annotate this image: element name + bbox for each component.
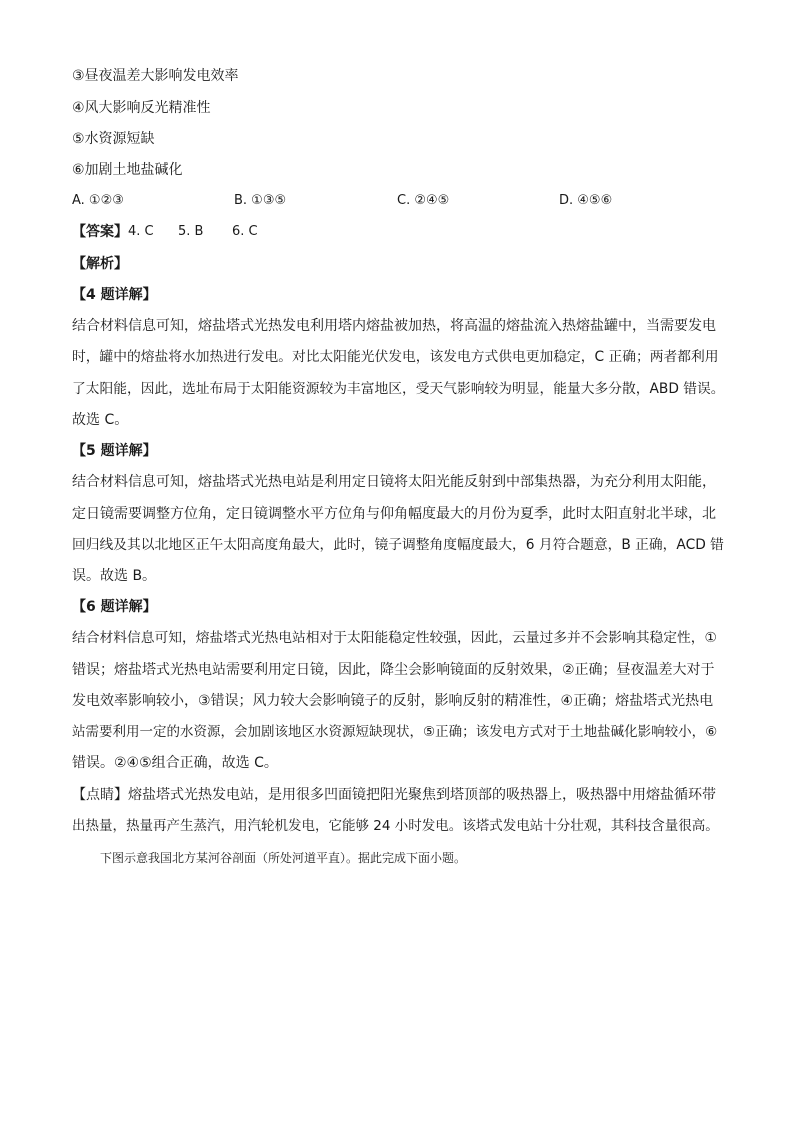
answer-label: 【答案】 [72, 224, 128, 240]
q5-line: 定日镜需要调整方位角，定日镜调整水平方位角与仰角幅度最大的月份为夏季，此时太阳直射北半球，北 [72, 506, 716, 522]
answer-6: 6. C [232, 224, 258, 239]
highlight-line-1: 【点睛】熔盐塔式光热发电站，是用很多凹面镜把阳光聚焦到塔顶部的吸热器上，吸热器中用熔盐循环带 [72, 787, 716, 803]
answer-5: 5. B [178, 224, 204, 239]
highlight-line-2: 出热量，热量再产生蒸汽，用汽轮机发电，它能够 24 小时发电。该塔式发电站十分壮观，其科技含量很高。 [72, 818, 719, 834]
q5-line: 回归线及其以北地区正午太阳高度角最大，此时，镜子调整角度幅度最大，6 月符合题意，B 正确，ACD 错 [72, 537, 724, 553]
item-5: ⑤水资源短缺 [72, 131, 155, 147]
q6-line: 结合材料信息可知，熔盐塔式光热电站相对于太阳能稳定性较强，因此，云量过多并不会影响其稳定性，① [72, 630, 717, 646]
next-question-intro: 下图示意我国北方某河谷剖面（所处河道平直）。据此完成下面小题。 [100, 851, 467, 865]
q5-header: 【5 题详解】 [72, 443, 157, 459]
item-4: ④风大影响反光精准性 [72, 100, 211, 116]
q6-header: 【6 题详解】 [72, 599, 157, 615]
q4-line: 故选 C。 [72, 412, 129, 428]
option-d: D. ④⑤⑥ [559, 193, 613, 208]
q5-line: 误。故选 B。 [72, 568, 157, 584]
answer-4: 4. C [128, 224, 154, 239]
option-c: C. ②④⑤ [397, 193, 450, 208]
item-3: ③昼夜温差大影响发电效率 [72, 68, 239, 84]
q4-line: 时，罐中的熔盐将水加热进行发电。对比太阳能光伏发电，该发电方式供电更加稳定，C 正确；两者都利用 [72, 349, 719, 365]
q6-line: 错误；熔盐塔式光热电站需要利用定日镜，因此，降尘会影响镜面的反射效果，②正确；昼夜温差大对于 [72, 662, 715, 678]
q4-header: 【4 题详解】 [72, 287, 157, 303]
option-b: B. ①③⑤ [234, 193, 287, 208]
option-a: A. ①②③ [72, 193, 124, 208]
q5-line: 结合材料信息可知，熔盐塔式光热电站是利用定日镜将太阳光能反射到中部集热器，为充分利用太阳能， [72, 474, 716, 490]
q6-line: 发电效率影响较小，③错误；风力较大会影响镜子的反射，影响反射的精准性，④正确；熔盐塔式光热电 [72, 693, 714, 709]
q4-line: 了太阳能，因此，选址布局于太阳能资源较为丰富地区，受天气影响较为明显，能量大多分散，ABD 错误。 [72, 381, 725, 397]
q6-line: 错误。②④⑤组合正确，故选 C。 [72, 755, 278, 771]
q4-line: 结合材料信息可知，熔盐塔式光热发电利用塔内熔盐被加热，将高温的熔盐流入热熔盐罐中，当需要发电 [72, 318, 716, 334]
analysis-label: 【解析】 [72, 256, 128, 272]
item-6: ⑥加剧土地盐碱化 [72, 162, 183, 178]
q6-line: 站需要利用一定的水资源，会加剧该地区水资源短缺现状，⑤正确；该发电方式对于土地盐碱化影响较小，⑥ [72, 724, 718, 740]
